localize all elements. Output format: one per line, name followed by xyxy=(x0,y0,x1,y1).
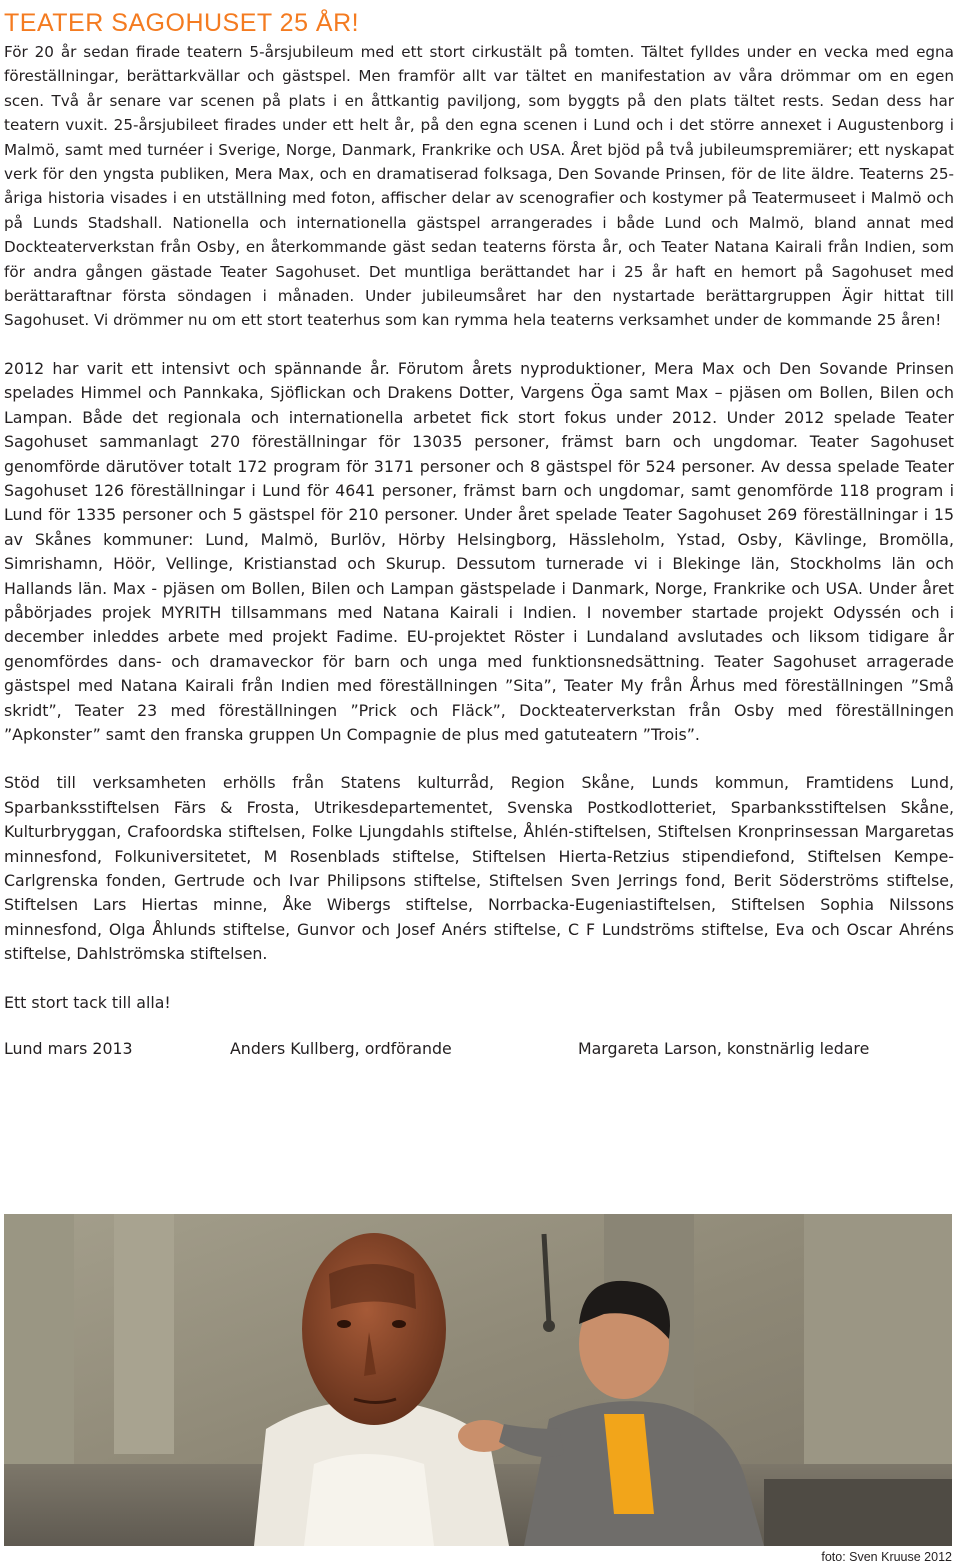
paragraph-history: För 20 år sedan firade teatern 5-årsjubileum med ett stort cirkustält på tomten. Tältet fylldes under en vecka med egna föreställningar, berättarkvällar och gästspel. Men framför allt var tältet en manifestation av våra drömmar om en egen scen. Två år senare var scenen på plats i en åttkantig paviljong, som byggts på den plats tältet rests. Sedan dess har teatern vuxit. 25-årsjubileet firades under ett helt år, på den egna scenen i Lund och i det större annexet i Augustenborg i Malmö, samt med turnéer i Sverige, Norge, Danmark, Frankrike och USA. Året bjöd på två jubileumspremiärer; ett nyskapat verk för den yngsta publiken, Mera Max, och en dramatiserad folksaga, Den Sovande Prinsen, för de lite äldre. Teaterns 25-åriga historia visades i en utställning med foton, affischer delar av scenografier och kostymer på Teatermuseet i Malmö och på Lunds Stadshall. Nationella och internationella gästspel arrangerades i både Lund och Malmö, bland annat med Dockteaterverkstan från Osby, en återkommande gäst sedan teaterns första år, och Teater Natana Kairali från Indien, som för andra gången gästade Teater Sagohuset. Det muntliga berättandet har i 25 år haft en hemort på Sagohuset med berättaraftnar första söndagen i månaden. Under jubileumsåret har den nystartade berättargruppen Ägir hittat till Sagohuset. Vi drömmer nu om ett stort teaterhus som kan rymma hela teaterns verksamhet under de kommande 25 åren! xyxy=(4,43,954,330)
document xyxy=(4,8,954,1061)
photo-credit: foto: Sven Kruuse 2012 xyxy=(821,1550,952,1564)
paragraph-support: Stöd till verksamheten erhölls från Statens kulturråd, Region Skåne, Lunds kommun, Framtidens Lund, Sparbanksstiftelsen Färs & Frosta, Utrikesdepartementet, Svenska Postkodlotteriet, Sparbanksstiftelsen Skåne, Kulturbryggan, Crafoordska stiftelsen, Folke Ljungdahls stiftelse, Åhlén-stiftelsen, Stiftelsen Kronprinsessan Margaretas minnesfond, Folkuniversitetet, M Rosenblads stiftelse, Stiftelsen Hierta-Retzius stipendiefond, Stiftelsen Kempe-Carlgrenska fonden, Gertrude och Ivar Philipsons stiftelse, Stiftelsen Sven Jerrings fond, Berit Söderströms stiftelse, Stiftelsen Lars Hiertas minne, Åke Wibergs stiftelse, Norrbacka-Eugeniastiftelsen, Stiftelsen Sophia Nilssons minnesfond, Olga Åhlunds stiftelse, Gunvor och Josef Anérs stiftelse, C F Lundströms stiftelse, Eva och Oscar Ahréns stiftelse, Dahlströmska stiftelsen. xyxy=(4,773,954,964)
theatre-photo xyxy=(4,1214,952,1546)
signature-artistic-director: Margareta Larson, konstnärlig ledare xyxy=(578,1039,870,1059)
signature-line xyxy=(4,1037,954,1061)
paragraph-thanks: Ett stort tack till alla! xyxy=(4,992,171,1012)
paragraph-2012: 2012 har varit ett intensivt och spännande år. Förutom årets nyproduktioner, Mera Max och Den Sovande Prinsen spelades Himmel och Pannkaka, Sjöflickan och Drakens Dotter, Vargens Öga samt Max – pjäsen om Bollen, Bilen och Lampan. Både det regionala och internationella arbetet fick stort fokus under 2012. Under 2012 spelade Teater Sagohuset sammanlagt 270 föreställningar för 13035 personer, främst barn och ungdomar. Teater Sagohuset genomförde därutöver totalt 172 program för 3171 personer och 8 gästspel för 524 personer. Av dessa spelade Teater Sagohuset 126 föreställningar i Lund för 4641 personer, främst barn och ungdomar, samt genomförde 118 program i Lund för 1335 personer och 5 gästspel för 210 personer. Under året spelade Teater Sagohuset 269 föreställningar i 15 av Skånes kommuner: Lund, Malmö, Burlöv, Hörby Helsingborg, Hässleholm, Ystad, Osby, Kävlinge, Bromölla, Simrishamn, Höör, Vellinge, Kristianstad och Skurup. Dessutom turnerade vi i Blekinge län, Stockholms län och Hallands län. Max - pjäsen om Bollen, Bilen och Lampan gästspelade i Danmark, Norge, Frankrike och USA. Under året påbörjades projek MYRITH tillsammans med Natana Kairali i Indien. I november startade projekt Odyssén och i december inleddes arbete med projekt Fadime. EU-projektet Röster i Lundaland avslutades och liksom tidigare år genomfördes dans- och dramaveckor för barn och unga med funktionsnedsättning. Teater Sagohuset arragerade gästspel med Natana Kairali från Indien med föreställningen ”Sita”, Teater My från Århus med föreställningen ”Små skridt”, Teater 23 med föreställningen ”Prick och Fläck”, Dockteaterverkstan från Osby med föreställningen ”Apkonster” samt den franska gruppen Un Compagnie de plus med gatuteatern ”Trois”. xyxy=(4,358,954,744)
page-title: TEATER SAGOHUSET 25 ÅR! xyxy=(4,9,360,37)
signature-chair: Anders Kullberg, ordförande xyxy=(230,1039,452,1059)
signature-place-date: Lund mars 2013 xyxy=(4,1039,133,1059)
